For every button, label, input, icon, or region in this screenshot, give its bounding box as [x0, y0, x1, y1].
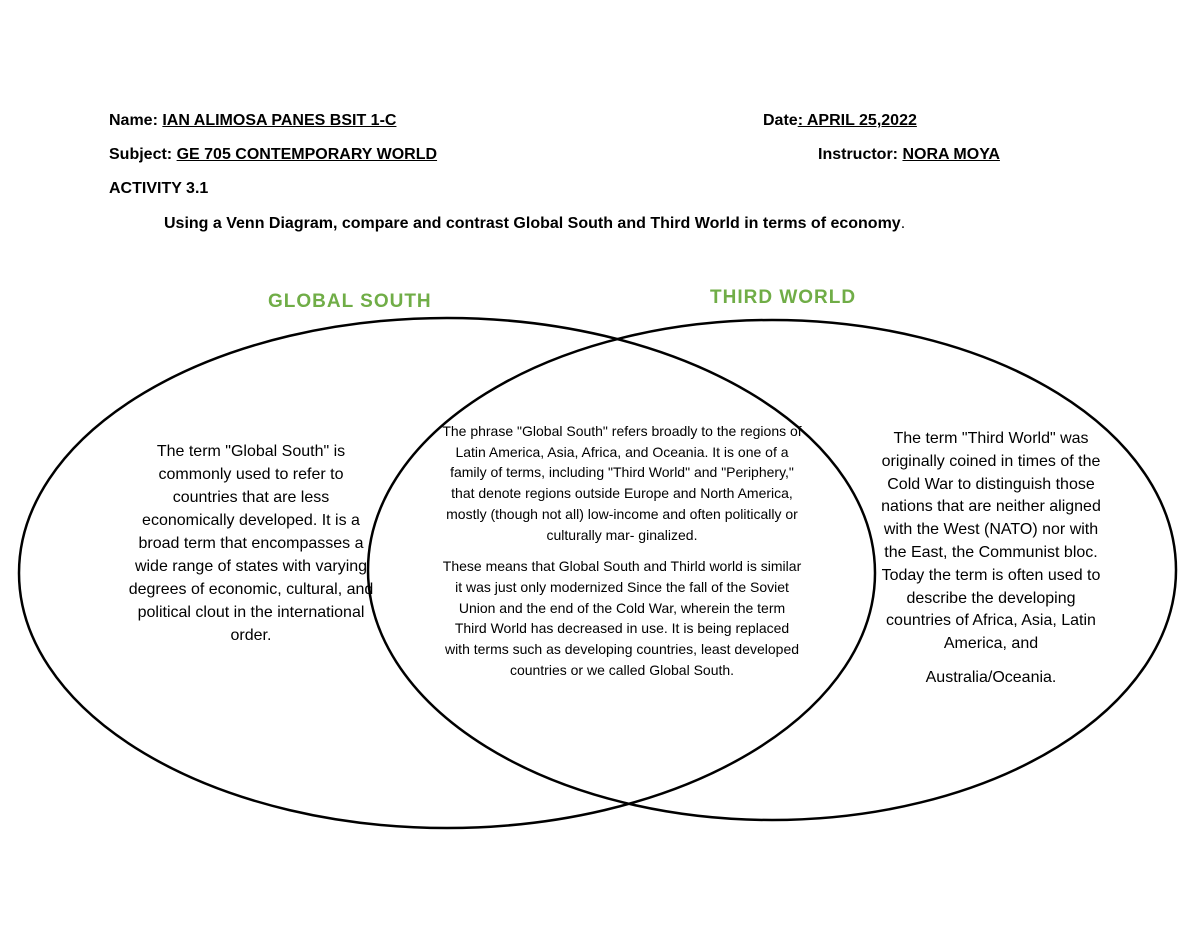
- subject-value: GE 705 CONTEMPORARY WORLD: [176, 146, 438, 163]
- third-world-title: THIRD WORLD: [710, 287, 857, 308]
- subject-label: Subject:: [109, 146, 173, 163]
- instruction-body: Using a Venn Diagram, compare and contrast Global South and Third World in terms of economy: [164, 215, 901, 232]
- activity-title: ACTIVITY 3.1: [109, 180, 209, 197]
- third-world-description: [873, 428, 1109, 690]
- overlap-paragraph-2: These means that Global South and Thirld world is similar it was just only modernized Since the fall of the Soviet Union and the end of the Cold War, wherein the term Third World has decreased in use. It is being replaced with terms such as developing countries, least developed countries or we called Global South.: [442, 558, 802, 678]
- global-south-title: GLOBAL SOUTH: [268, 291, 432, 312]
- name-value: IAN ALIMOSA PANES BSIT 1-C: [162, 112, 397, 129]
- date-label: Date: [763, 112, 798, 129]
- overlap-description: [442, 421, 802, 680]
- third-world-paragraph-2: Australia/Oceania.: [925, 668, 1057, 686]
- instructor-value: NORA MOYA: [902, 146, 1000, 163]
- overlap-paragraph-1: The phrase "Global South" refers broadly to the regions of Latin America, Asia, Africa, and Oceania. It is one of a family of terms, including "Third World" and "Periphery," that denote regions outside Europe and North America, mostly (though not all) low-income and often politically or culturally mar- ginalized.: [442, 423, 802, 543]
- instructor-label: Instructor:: [818, 146, 898, 163]
- third-world-paragraph-1: The term "Third World" was originally coined in times of the Cold War to distinguish those nations that are neither aligned with the West (NATO) nor with the East, the Communist bloc. Today the term is often used to describe the developing countries of Africa, Asia, Latin America, and: [881, 430, 1101, 653]
- instruction-period: .: [900, 215, 906, 232]
- global-south-description: The term "Global South" is commonly used to refer to countries that are less economically developed. It is a broad term that encompasses a wide range of states with varying degrees of economic, cultural, and political clout in the international order.: [128, 443, 374, 644]
- date-value: : APRIL 25,2022: [797, 112, 917, 129]
- name-label: Name:: [109, 112, 158, 129]
